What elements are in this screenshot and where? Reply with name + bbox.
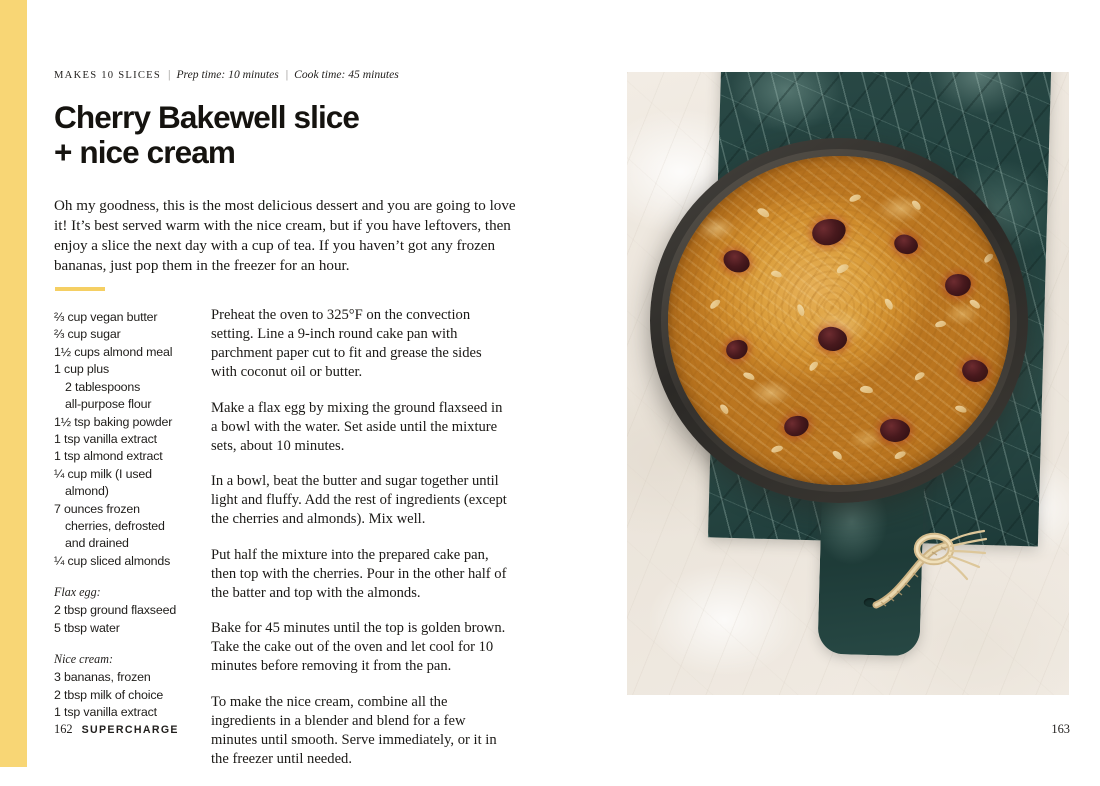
method-step: In a bowl, beat the butter and sugar together until light and fluffy. Add the rest of ingredients (except the cherries and almonds). Mix well. [211,473,507,528]
method-step: To make the nice cream, combine all the ingredients in a blender and blend for a few minutes until smooth. Serve immediately, or it in the freezer until needed. [211,694,497,768]
ingredient-item: 1½ tsp baking powder [54,414,173,429]
prep-time-label: Prep time: 10 minutes [176,68,279,81]
right-page-number: 163 [1051,722,1070,736]
recipe-meta-line [54,68,399,82]
meta-separator-2: | [285,67,289,81]
ingredient-item: ⅔ cup vegan butter [54,310,158,324]
meta-separator-1: | [168,67,171,81]
ingredient-item: 1 tsp vanilla extract [54,704,157,719]
footer-right [1030,722,1070,737]
page-edge-accent-bar [0,0,27,767]
method-step: Put half the mixture into the prepared cake pan, then top with the cherries. Pour in the other half of the batter and top with the almonds. [211,546,507,601]
footer-left [54,722,179,737]
ingredient-item: 2 tablespoons [65,379,141,394]
ingredient-item: 3 bananas, frozen [54,670,151,685]
cook-time-label: Cook time: 45 minutes [294,68,399,81]
recipe-title-line-1: Cherry Bakewell slice [54,99,360,135]
method-column [211,306,511,786]
method-step: Bake for 45 minutes until the top is golden brown. Take the cake out of the oven and let cool for 10 minutes before removing it from the pan. [211,620,506,675]
left-page-number: 162 [54,722,73,736]
ingredient-item: 1½ cups almond meal [54,344,173,359]
rope-loop [872,527,990,623]
ingredient-item: and drained [65,536,129,551]
recipe-text-page [54,0,524,767]
method-step: Preheat the oven to 325°F on the convection setting. Line a 9-inch round cake pan with parchment paper cut to fit and grease the sides with coconut oil or butter. [211,307,482,381]
recipe-intro-paragraph: Oh my goodness, this is the most delicious dessert and you are going to love it! It’s best served warm with the nice cream, but if you have leftovers, then enjoy a slice the next day with a cup of tea. If you haven’t got any frozen bananas, just pop them in the freezer for an hour. [54,198,516,275]
ingredient-item: ⅔ cup sugar [54,327,121,342]
ingredient-item: 1 tsp almond extract [54,449,163,464]
cake-pan [650,138,1028,503]
book-title-label: SUPERCHARGE [81,724,179,736]
yellow-divider-rule [55,287,105,291]
recipe-title-line-2: + nice cream [54,133,235,170]
ingredient-item: all-purpose flour [65,397,152,412]
ingredient-item: 7 ounces frozen [54,501,140,516]
ingredient-item: 2 tbsp ground flaxseed [54,603,177,618]
ingredient-item: 5 tbsp water [54,620,120,635]
ingredient-item: 2 tbsp milk of choice [54,687,164,702]
page-title [54,100,514,169]
cherry-bakewell-cake [668,156,1010,485]
recipe-photograph [627,72,1069,695]
ingredient-item: almond) [65,484,109,499]
ingredient-item: 1 cup plus [54,362,109,377]
method-step: Make a flax egg by mixing the ground flaxseed in a bowl with the water. Set aside until the mixture sets, about 10 minutes. [211,399,503,454]
ingredient-group-heading: Flax egg: [54,585,101,600]
ingredient-group-heading: Nice cream: [54,652,113,667]
makes-label: MAKES 10 SLICES [54,70,162,81]
ingredients-column [54,309,204,721]
cake-edge-shading [668,156,1010,485]
cake-pan-inner-rim [661,149,1017,492]
ingredient-item: 1 tsp vanilla extract [54,431,157,446]
ingredient-item: ¼ cup sliced almonds [54,553,171,568]
ingredient-item: ¼ cup milk (I used [54,466,152,481]
ingredient-item: cherries, defrosted [65,519,165,534]
